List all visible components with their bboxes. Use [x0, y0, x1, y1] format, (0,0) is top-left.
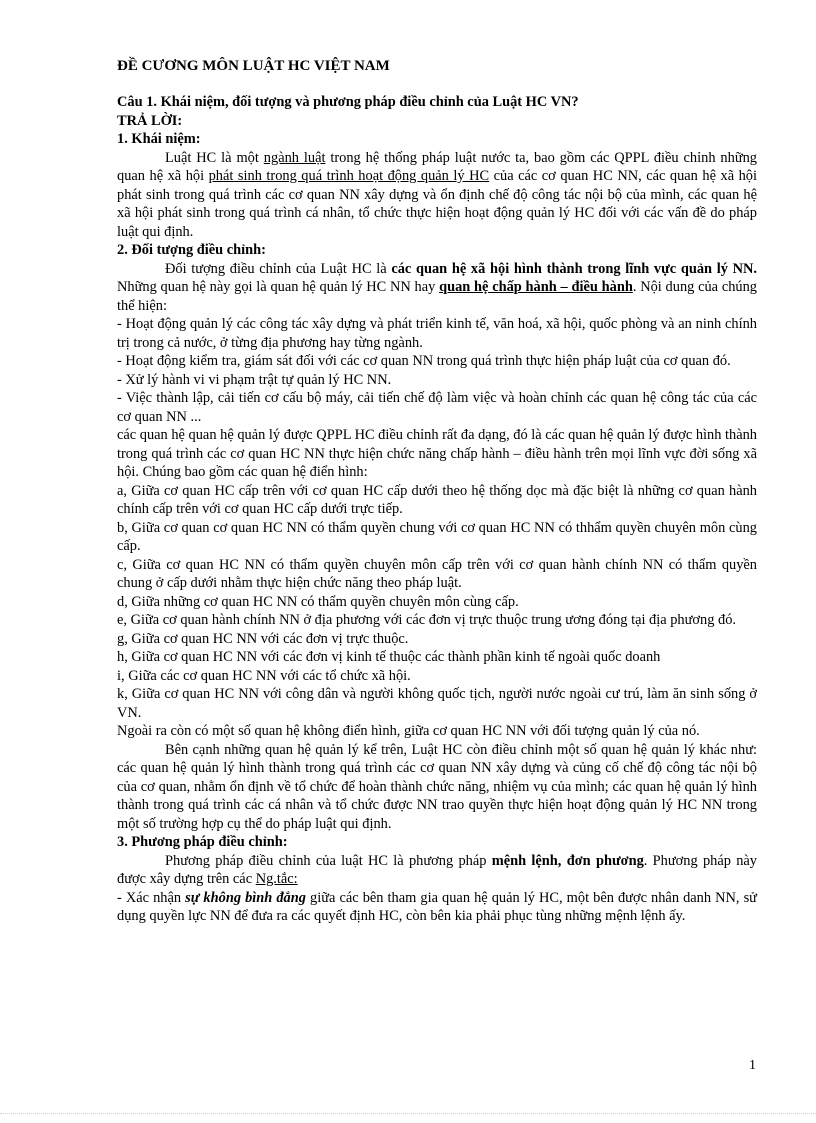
- section-1-paragraph: [117, 149, 757, 242]
- underlined-term: Ng.tắc:: [255, 871, 298, 887]
- bold-phrase: mệnh lệnh, đơn phương: [491, 852, 644, 869]
- question-heading: Câu 1. Khái niệm, đối tượng và phương pháp điều chỉnh của Luật HC VN?: [117, 94, 579, 110]
- text-run: của các cơ quan HC NN, các quan hệ xã hội phát sinh trong quá trình các cơ quan NN xây dựng và ổn định chế độ công tác nội bộ của mình, các quan hệ xã hội phát sinh trong quá trình cá nhân, tổ chức thực hiện hoạt động quản lý HC đối với các vấn đề do pháp luật qui định.: [117, 168, 757, 240]
- section-2-paragraph: [117, 260, 757, 316]
- list-item: g, Giữa cơ quan HC NN với các đơn vị trực thuộc.: [117, 630, 409, 647]
- text-run: trong hệ thống pháp luật nước ta, bao gồm các QPPL điều chỉnh những quan hệ xã hội: [117, 149, 758, 184]
- section-3-paragraph: [117, 852, 757, 889]
- underlined-bold-phrase: quan hệ chấp hành – điều hành: [439, 279, 633, 295]
- text-run: giữa các bên tham gia quan hệ quản lý HC, một bên được nhân danh NN, sử dụng quyền lực NN để đưa ra các quyết định HC, còn bên kia phải phục tùng những mệnh lệnh ấy.: [117, 889, 757, 924]
- list-item: d, Giữa những cơ quan HC NN có thẩm quyền chuyên môn cùng cấp.: [117, 593, 519, 610]
- page-number: 1: [749, 1058, 756, 1073]
- list-item: b, Giữa cơ quan cơ quan HC NN có thẩm quyền chung với cơ quan HC NN có thhẩm quyền chuyên môn cùng cấp.: [117, 519, 757, 554]
- text-run: . Phương pháp này được xây dựng trên các: [117, 852, 758, 887]
- text-run: Đối tượng điều chỉnh của Luật HC là: [165, 260, 392, 277]
- list-item: Ngoài ra còn có một số quan hệ không điển hình, giữa cơ quan HC NN với đối tượng quản lý của nó.: [117, 723, 700, 739]
- text-run: Phương pháp điều chỉnh của luật HC là phương pháp: [165, 852, 492, 869]
- text-run: Những quan hệ này gọi là quan hệ quản lý HC NN hay: [117, 279, 440, 295]
- bold-phrase: các quan hệ xã hội hình thành trong lĩnh vực quản lý NN.: [391, 260, 757, 277]
- document-body: [117, 93, 757, 926]
- list-item: - Việc thành lập, cải tiến cơ cấu bộ máy, cải tiến chế độ làm việc và hoàn chỉnh các quan hệ công tác của các cơ quan NN ...: [117, 390, 757, 425]
- section-2-closing-paragraph: Bên cạnh những quan hệ quản lý kể trên, Luật HC còn điều chỉnh một số quan hệ quản lý khác như: các quan hệ quản lý hình thành trong quá trình các cơ quan NN xây dựng và củng cố chế độ công tác nội bộ của cơ quan, nhằm ổn định về tổ chức để hoàn thành chức năng, nhiệm vụ của mình; các quan hệ quản lý hình thành trong quá trình các cá nhân và tổ chức được NN trao quyền thực hiện hoạt động quản lý HC NN trong một số trường hợp cụ thể do pháp luật qui định.: [117, 741, 757, 832]
- text-run: . Nội dung của chúng thể hiện:: [117, 279, 757, 314]
- section-2-heading: 2. Đối tượng điều chỉnh:: [117, 242, 266, 258]
- section-1-heading: 1. Khái niệm:: [117, 131, 201, 147]
- list-item: k, Giữa cơ quan HC NN với công dân và người không quốc tịch, người nước ngoài cư trú, làm ăn sinh sống ở VN.: [117, 686, 757, 721]
- bold-italic-phrase: sự không bình đẳng: [185, 889, 306, 906]
- text-run: Luật HC là một: [165, 149, 264, 166]
- list-item: e, Giữa cơ quan hành chính NN ở địa phương với các đơn vị trực thuộc trung ương đóng tại địa phương đó.: [117, 612, 737, 628]
- section-3-heading: 3. Phương pháp điều chỉnh:: [117, 834, 288, 850]
- list-item: i, Giữa các cơ quan HC NN với các tổ chức xã hội.: [117, 667, 411, 684]
- list-item: - Hoạt động kiểm tra, giám sát đối với các cơ quan NN trong quá trình thực hiện pháp luật của cơ quan đó.: [117, 353, 731, 369]
- list-item: - Hoạt động quản lý các công tác xây dựng và phát triển kinh tế, văn hoá, xã hội, quốc phòng và an ninh chính trị trong cả nước, ở từng địa phương hay từng ngành.: [117, 316, 757, 351]
- list-item: a, Giữa cơ quan HC cấp trên với cơ quan HC cấp dưới theo hệ thống dọc mà đặc biệt là những cơ quan hành chính cấp trên với cơ quan HC cấp dưới trực tiếp.: [117, 482, 757, 517]
- document-title: ĐỀ CƯƠNG MÔN LUẬT HC VIỆT NAM: [117, 58, 390, 74]
- page-bottom-divider: [0, 1113, 816, 1114]
- list-item: h, Giữa cơ quan HC NN với các đơn vị kinh tế thuộc các thành phần kinh tế ngoài quốc doanh: [117, 649, 661, 665]
- underlined-term: ngành luật: [263, 149, 326, 166]
- text-run: - Xác nhận: [117, 889, 186, 906]
- answer-label: TRẢ LỜI:: [117, 112, 183, 129]
- list-item: c, Giữa cơ quan HC NN có thẩm quyền chuyên môn cấp trên với cơ quan hành chính NN có thẩm quyền chung ở cấp dưới nhằm thực hiện chức năng theo pháp luật.: [117, 556, 757, 591]
- underlined-phrase: phát sinh trong quá trình hoạt động quản lý HC: [208, 168, 490, 184]
- section-3-list-item: [117, 889, 757, 926]
- list-item: các quan hệ quan hệ quản lý được QPPL HC điều chỉnh rất đa dạng, đó là các quan hệ quản lý được hình thành trong quá trình các cơ quan HC NN thực hiện chức năng chấp hành – điều hành trên mọi lĩnh vực đời sống xã hội. Chúng bao gồm các quan hệ điển hình:: [117, 427, 757, 480]
- list-item: - Xử lý hành vi vi phạm trật tự quản lý HC NN.: [117, 371, 392, 388]
